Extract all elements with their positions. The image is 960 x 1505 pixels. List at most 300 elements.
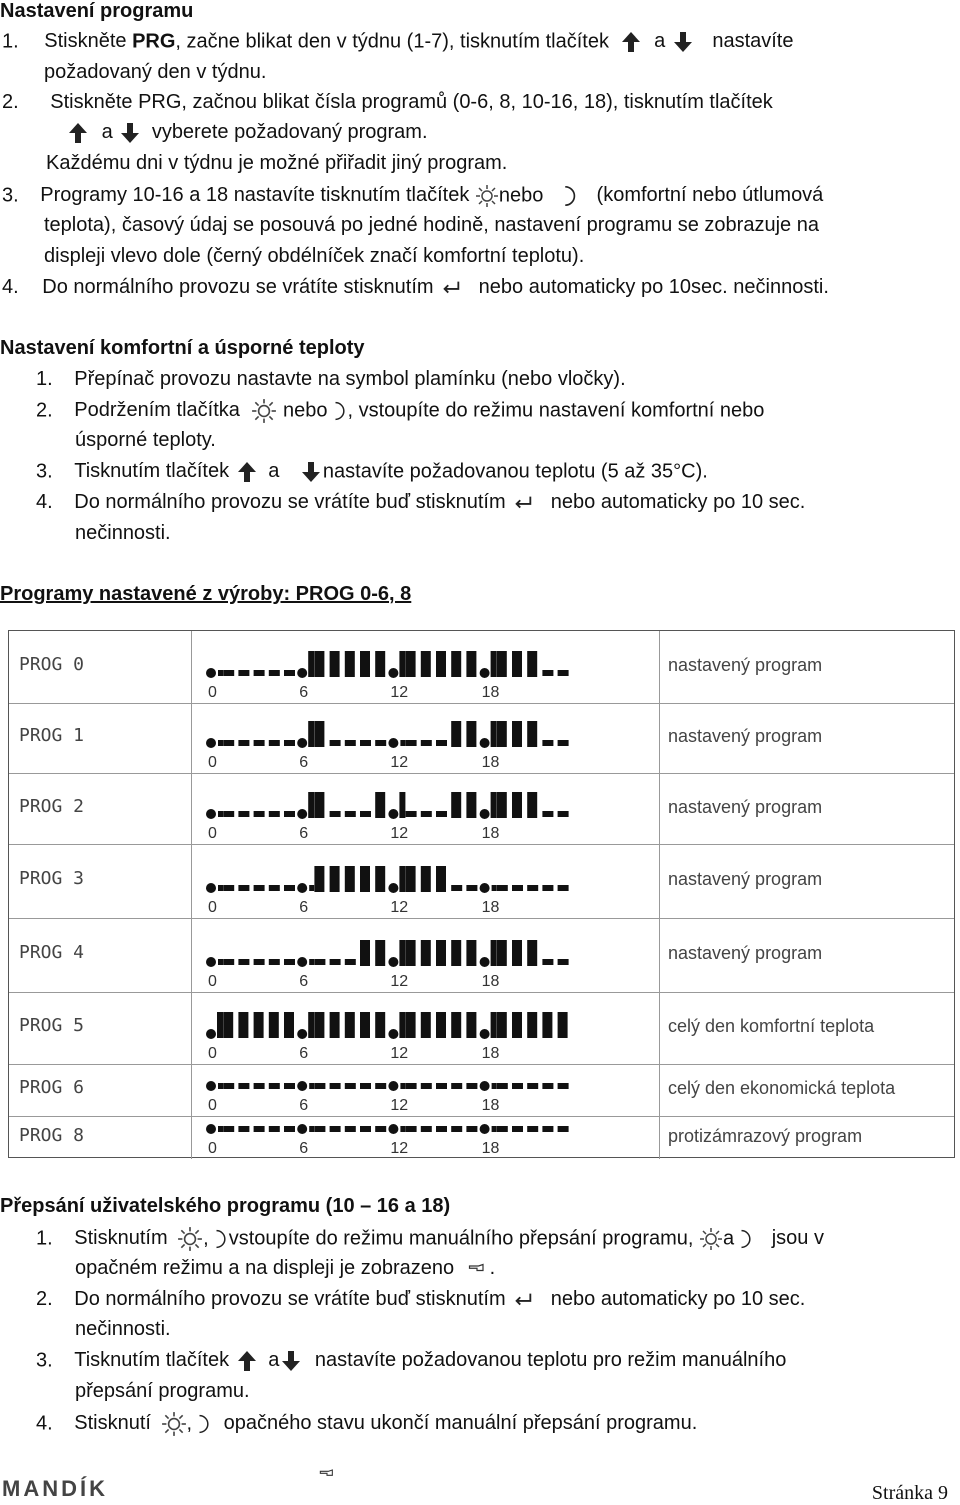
comfort-block <box>345 1012 355 1038</box>
program-timeline-cell <box>192 918 660 992</box>
comfort-block <box>345 866 355 892</box>
economy-dash <box>238 740 249 746</box>
program-label-cell <box>9 631 192 703</box>
mandik-logo: MANDÍK <box>2 1476 108 1501</box>
economy-dash <box>512 1126 523 1132</box>
economy-dash <box>466 1083 477 1089</box>
hour-tick-label: 12 <box>390 1140 409 1157</box>
comfort-block <box>314 1012 324 1038</box>
step-number: 1. <box>2 30 19 53</box>
economy-dash <box>314 959 325 965</box>
step-text: nebo <box>283 399 328 422</box>
economy-dash <box>375 1126 386 1132</box>
comfort-block <box>512 721 522 747</box>
comfort-block <box>360 651 370 677</box>
hour-marker <box>206 883 216 893</box>
economy-dash <box>375 1083 386 1089</box>
economy-dash <box>238 811 249 817</box>
economy-dash <box>542 1126 553 1132</box>
step-text: Do normálního provozu se vrátíte buď stisknutím <box>74 491 506 513</box>
hour-marker <box>297 1124 307 1134</box>
step-text: Stisknutím <box>74 1227 168 1250</box>
economy-dash <box>269 885 280 891</box>
arrow-down-icon <box>118 121 142 145</box>
economy-dash <box>542 1083 553 1089</box>
comfort-block <box>497 651 507 677</box>
hour-tick-label: 12 <box>390 899 409 916</box>
program-label: PROG 0 <box>19 654 85 675</box>
economy-dash <box>542 885 553 891</box>
enter-icon <box>511 492 535 514</box>
hour-marker <box>480 809 490 819</box>
economy-dash <box>238 959 249 965</box>
step-text: Stiskněte <box>44 30 133 53</box>
economy-dash <box>497 1126 508 1132</box>
hour-marker <box>480 738 490 748</box>
program-timeline <box>192 844 659 918</box>
moon-icon <box>328 400 348 422</box>
economy-dash <box>218 811 223 817</box>
step-text: , <box>203 1227 209 1250</box>
section-title-override: Přepsání uživatelského programu (10 – 16 a 18) <box>0 1195 451 1217</box>
comfort-block <box>330 1012 340 1038</box>
arrow-down-icon <box>279 1349 303 1373</box>
economy-dash <box>542 959 553 965</box>
economy-dash <box>238 885 249 891</box>
program-label: PROG 6 <box>19 1077 85 1098</box>
step-text: , začne blikat den v týdnu (1-7), tisknutím tlačítek <box>175 30 609 53</box>
economy-dash <box>421 811 432 817</box>
hour-tick-label: 6 <box>299 899 309 916</box>
step-number: 4. <box>2 276 19 298</box>
hand-icon <box>314 1466 340 1482</box>
hand-icon <box>464 1260 490 1278</box>
economy-dash <box>223 1083 234 1089</box>
step-text: displeji vlevo dole (černý obdélníček značí komfortní teplotu). <box>44 245 585 267</box>
program-desc-cell <box>660 773 954 844</box>
hour-tick-label: 12 <box>390 754 409 771</box>
program-timeline-cell <box>192 992 660 1064</box>
program-table <box>8 630 955 1158</box>
comfort-block <box>399 866 405 892</box>
step-number: 3. <box>36 1349 53 1372</box>
economy-dash <box>284 885 295 891</box>
hour-marker <box>480 1081 490 1091</box>
step-text: opačném režimu a na displeji je zobrazeno <box>75 1257 455 1279</box>
economy-dash <box>436 1126 447 1132</box>
hour-marker <box>297 883 307 893</box>
hour-marker <box>206 1124 216 1134</box>
hour-tick-label: 0 <box>208 1097 217 1114</box>
economy-dash <box>238 670 249 676</box>
economy-dash <box>421 1126 432 1132</box>
step-text: Tisknutím tlačítek <box>74 460 230 483</box>
comfort-block <box>451 651 461 677</box>
step-number: 1. <box>36 1227 53 1250</box>
economy-dash <box>406 740 417 746</box>
economy-dash <box>512 885 523 891</box>
economy-dash <box>542 811 553 817</box>
step-number: 4. <box>36 491 53 513</box>
economy-dash <box>254 1126 265 1132</box>
hour-marker <box>388 809 398 819</box>
comfort-block <box>284 1012 294 1038</box>
program-label: PROG 3 <box>19 868 85 889</box>
hour-marker <box>388 738 398 748</box>
comfort-block <box>308 651 314 677</box>
hour-marker <box>388 957 398 967</box>
economy-dash <box>436 811 447 817</box>
economy-dash <box>406 1126 417 1132</box>
economy-dash <box>436 1083 447 1089</box>
step-text: a <box>654 30 666 53</box>
program-row <box>9 703 954 774</box>
comfort-block <box>491 1012 497 1038</box>
comfort-block <box>375 940 385 966</box>
hour-tick-label: 18 <box>481 973 500 990</box>
comfort-block <box>491 721 497 747</box>
economy-dash <box>269 959 280 965</box>
program-row <box>9 631 954 704</box>
comfort-block <box>436 866 446 892</box>
comfort-block <box>375 651 385 677</box>
comfort-block <box>491 792 497 818</box>
economy-dash <box>309 885 314 891</box>
economy-dash <box>254 740 265 746</box>
comfort-block <box>527 792 537 818</box>
hour-tick-label: 0 <box>208 1140 217 1157</box>
step-3 <box>36 1349 786 1373</box>
comfort-block <box>512 940 522 966</box>
comfort-block <box>436 1012 446 1038</box>
economy-dash <box>558 740 569 746</box>
step-text: a <box>723 1227 735 1250</box>
section-title-factory-programs: Programy nastavené z výroby: PROG 0-6, 8 <box>0 583 412 605</box>
hour-tick-label: 18 <box>481 825 500 842</box>
program-timeline <box>192 703 659 773</box>
economy-dash <box>254 1083 265 1089</box>
comfort-block <box>451 721 461 747</box>
comfort-block <box>314 721 324 747</box>
comfort-block <box>491 940 497 966</box>
economy-dash <box>223 811 234 817</box>
economy-dash <box>330 740 341 746</box>
comfort-block <box>399 792 405 818</box>
sun-icon <box>251 398 277 424</box>
comfort-block <box>451 940 461 966</box>
economy-dash <box>497 1083 508 1089</box>
comfort-block <box>436 651 446 677</box>
economy-dash <box>218 885 223 891</box>
step-text: teplota), časový údaj se posouvá po jedné hodině, nastavení programu se zobrazuje na <box>44 214 819 236</box>
hour-tick-label: 18 <box>481 754 500 771</box>
economy-dash <box>492 1083 497 1089</box>
comfort-block <box>421 866 431 892</box>
program-timeline <box>192 773 659 844</box>
economy-dash <box>309 959 314 965</box>
comfort-block <box>314 792 324 818</box>
step-text: nebo automaticky po 10 sec. <box>550 491 806 513</box>
hour-marker <box>480 1124 490 1134</box>
economy-dash <box>345 811 356 817</box>
hour-tick-label: 0 <box>208 825 217 842</box>
economy-dash <box>269 740 280 746</box>
hour-tick-label: 18 <box>481 684 500 701</box>
program-description: nastavený program <box>668 797 823 817</box>
economy-dash <box>284 811 295 817</box>
sun-icon <box>161 1411 187 1437</box>
page-number: Stránka 9 <box>871 1482 948 1504</box>
step-text: Podržením tlačítka <box>74 399 240 422</box>
economy-dash <box>406 1083 417 1089</box>
program-desc-cell <box>660 1064 954 1116</box>
comfort-block <box>466 940 476 966</box>
economy-dash <box>218 1126 223 1132</box>
program-timeline <box>192 1116 659 1159</box>
step-text: , vstoupíte do režimu nastavení komfortní nebo <box>347 399 765 422</box>
economy-dash <box>558 959 569 965</box>
hour-tick-label: 18 <box>481 899 500 916</box>
economy-dash <box>284 1083 295 1089</box>
hour-tick-label: 18 <box>481 1097 500 1114</box>
comfort-block <box>527 1012 537 1038</box>
step-number: 4. <box>36 1412 53 1435</box>
step-2-cont <box>66 121 428 145</box>
program-timeline-cell <box>192 844 660 918</box>
economy-dash <box>218 959 223 965</box>
hour-marker <box>480 668 490 678</box>
hour-marker <box>297 809 307 819</box>
arrow-up-icon <box>619 30 643 54</box>
step-number: 3. <box>2 184 19 207</box>
step-1 <box>2 30 794 54</box>
comfort-block <box>421 1012 431 1038</box>
comfort-block <box>497 792 507 818</box>
economy-dash <box>527 885 538 891</box>
hour-marker <box>388 1124 398 1134</box>
comfort-block <box>512 651 522 677</box>
program-timeline-cell <box>192 773 660 844</box>
economy-dash <box>558 1126 569 1132</box>
comfort-block <box>558 1012 568 1038</box>
comfort-block <box>466 651 476 677</box>
hour-tick-label: 0 <box>208 973 217 990</box>
program-label-cell <box>9 1064 192 1116</box>
program-row <box>9 992 954 1065</box>
comfort-block <box>406 651 416 677</box>
step-text: Tisknutím tlačítek <box>74 1349 230 1372</box>
hour-tick-label: 6 <box>299 754 309 771</box>
step-text: opačného stavu ukončí manuální přepsání programu. <box>223 1412 698 1435</box>
step-text: Každému dni v týdnu je možné přiřadit jiný program. <box>46 152 508 174</box>
comfort-block <box>308 721 314 747</box>
program-timeline <box>192 1064 659 1116</box>
economy-dash <box>360 1083 371 1089</box>
economy-dash <box>451 1083 462 1089</box>
economy-dash <box>314 1083 325 1089</box>
hour-marker <box>297 1029 307 1039</box>
economy-dash <box>466 885 477 891</box>
comfort-block <box>375 866 385 892</box>
program-label: PROG 1 <box>19 725 85 746</box>
economy-dash <box>314 1126 325 1132</box>
economy-dash <box>269 670 280 676</box>
comfort-block <box>330 866 340 892</box>
economy-dash <box>406 811 417 817</box>
economy-dash <box>254 811 265 817</box>
comfort-block <box>497 1012 507 1038</box>
comfort-block <box>527 721 537 747</box>
program-timeline <box>192 918 659 992</box>
hour-marker <box>297 738 307 748</box>
step-3 <box>2 184 823 208</box>
hour-tick-label: 0 <box>208 754 217 771</box>
comfort-block <box>238 1012 248 1038</box>
program-desc-cell <box>660 918 954 992</box>
step-text: nečinnosti. <box>75 522 171 544</box>
comfort-block <box>330 651 340 677</box>
step-text: Stiskněte PRG, začnou blikat čísla programů (0-6, 8, 10-16, 18), tisknutím tlačítek <box>50 91 773 113</box>
arrow-down-icon <box>671 30 695 54</box>
program-label: PROG 5 <box>19 1015 85 1036</box>
step-3 <box>36 460 708 484</box>
hour-tick-label: 12 <box>390 1097 409 1114</box>
economy-dash <box>218 740 223 746</box>
step-text: Do normálního provozu se vrátíte buď stisknutím <box>74 1288 506 1310</box>
enter-icon <box>511 1289 535 1311</box>
economy-dash <box>223 959 234 965</box>
hour-marker <box>480 1029 490 1039</box>
hour-marker <box>206 668 216 678</box>
economy-dash <box>330 959 341 965</box>
comfort-block <box>512 792 522 818</box>
economy-dash <box>254 885 265 891</box>
comfort-block <box>360 1012 370 1038</box>
economy-dash <box>400 1083 405 1089</box>
step-text: , <box>186 1412 193 1435</box>
economy-dash <box>218 670 223 676</box>
comfort-block <box>254 1012 264 1038</box>
step-1-cont <box>75 1257 495 1280</box>
hour-tick-label: 0 <box>208 684 217 701</box>
hour-marker <box>297 1081 307 1091</box>
economy-dash <box>542 740 553 746</box>
economy-dash <box>466 1126 477 1132</box>
step-number: 2. <box>2 91 19 113</box>
comfort-block <box>406 1012 416 1038</box>
program-timeline-cell <box>192 1064 660 1116</box>
economy-dash <box>254 959 265 965</box>
step-text: a <box>101 121 113 144</box>
program-label-cell <box>9 703 192 773</box>
comfort-block <box>512 1012 522 1038</box>
program-description: nastavený program <box>668 655 823 675</box>
comfort-block <box>314 651 324 677</box>
economy-dash <box>284 740 295 746</box>
hour-marker <box>206 738 216 748</box>
economy-dash <box>330 1083 341 1089</box>
step-number: 2. <box>36 399 53 422</box>
economy-dash <box>254 670 265 676</box>
comfort-block <box>375 792 385 818</box>
step-text: Programy 10-16 a 18 nastavíte tisknutím tlačítek <box>40 184 470 207</box>
step-1 <box>36 1226 824 1252</box>
step-text: . <box>489 1257 496 1279</box>
comfort-block <box>421 940 431 966</box>
step-text: Stisknutí <box>74 1412 151 1435</box>
comfort-block <box>399 651 405 677</box>
arrow-up-icon <box>235 1349 259 1373</box>
step-text: vyberete požadovaný program. <box>151 121 428 144</box>
comfort-block <box>436 940 446 966</box>
hour-marker <box>206 957 216 967</box>
economy-dash <box>330 1126 341 1132</box>
hour-marker <box>206 809 216 819</box>
program-description: celý den komfortní teplota <box>668 1016 875 1036</box>
step-text: Do normálního provozu se vrátíte stisknutím <box>42 276 434 298</box>
sun-icon <box>177 1226 203 1252</box>
comfort-block <box>497 940 507 966</box>
hour-tick-label: 12 <box>390 1045 409 1062</box>
comfort-block <box>360 866 370 892</box>
program-desc-cell <box>660 844 954 918</box>
arrow-down-icon <box>299 460 323 484</box>
economy-dash <box>375 740 386 746</box>
step-text: nebo <box>498 184 544 207</box>
moon-icon <box>192 1413 212 1435</box>
comfort-block <box>399 1012 405 1038</box>
economy-dash <box>218 1083 223 1089</box>
economy-dash <box>284 959 295 965</box>
step-text: nebo automaticky po 10sec. nečinnosti. <box>478 276 829 298</box>
program-timeline-cell <box>192 1116 660 1159</box>
comfort-block <box>497 721 507 747</box>
economy-dash <box>400 1126 405 1132</box>
economy-dash <box>345 959 356 965</box>
economy-dash <box>269 1083 280 1089</box>
comfort-block <box>466 1012 476 1038</box>
comfort-block <box>223 1012 233 1038</box>
comfort-block <box>542 1012 552 1038</box>
hour-tick-label: 6 <box>299 973 309 990</box>
economy-dash <box>223 885 234 891</box>
step-text: Přepínač provozu nastavte na symbol plamínku (nebo vločky). <box>74 368 626 390</box>
step-text: požadovaný den v týdnu. <box>44 61 267 83</box>
program-row <box>9 918 954 993</box>
hour-tick-label: 0 <box>208 1045 217 1062</box>
economy-dash <box>238 1126 249 1132</box>
program-description: nastavený program <box>668 726 823 746</box>
step-text: nečinnosti. <box>75 1318 171 1340</box>
program-label-cell <box>9 773 192 844</box>
program-timeline-cell <box>192 703 660 773</box>
comfort-block <box>269 1012 279 1038</box>
economy-dash <box>269 1126 280 1132</box>
comfort-block <box>451 1012 461 1038</box>
economy-dash <box>223 1126 234 1132</box>
comfort-block <box>491 651 497 677</box>
step-text: nastavíte požadovanou teplotu (5 až 35°C). <box>322 460 708 483</box>
hour-marker <box>297 957 307 967</box>
program-label: PROG 4 <box>19 942 85 963</box>
step-4 <box>36 491 805 514</box>
comfort-block <box>308 792 314 818</box>
program-desc-cell <box>660 703 954 773</box>
step-2 <box>36 398 764 424</box>
program-timeline-cell <box>192 631 660 703</box>
step-number: 2. <box>36 1288 53 1310</box>
program-label-cell <box>9 992 192 1064</box>
